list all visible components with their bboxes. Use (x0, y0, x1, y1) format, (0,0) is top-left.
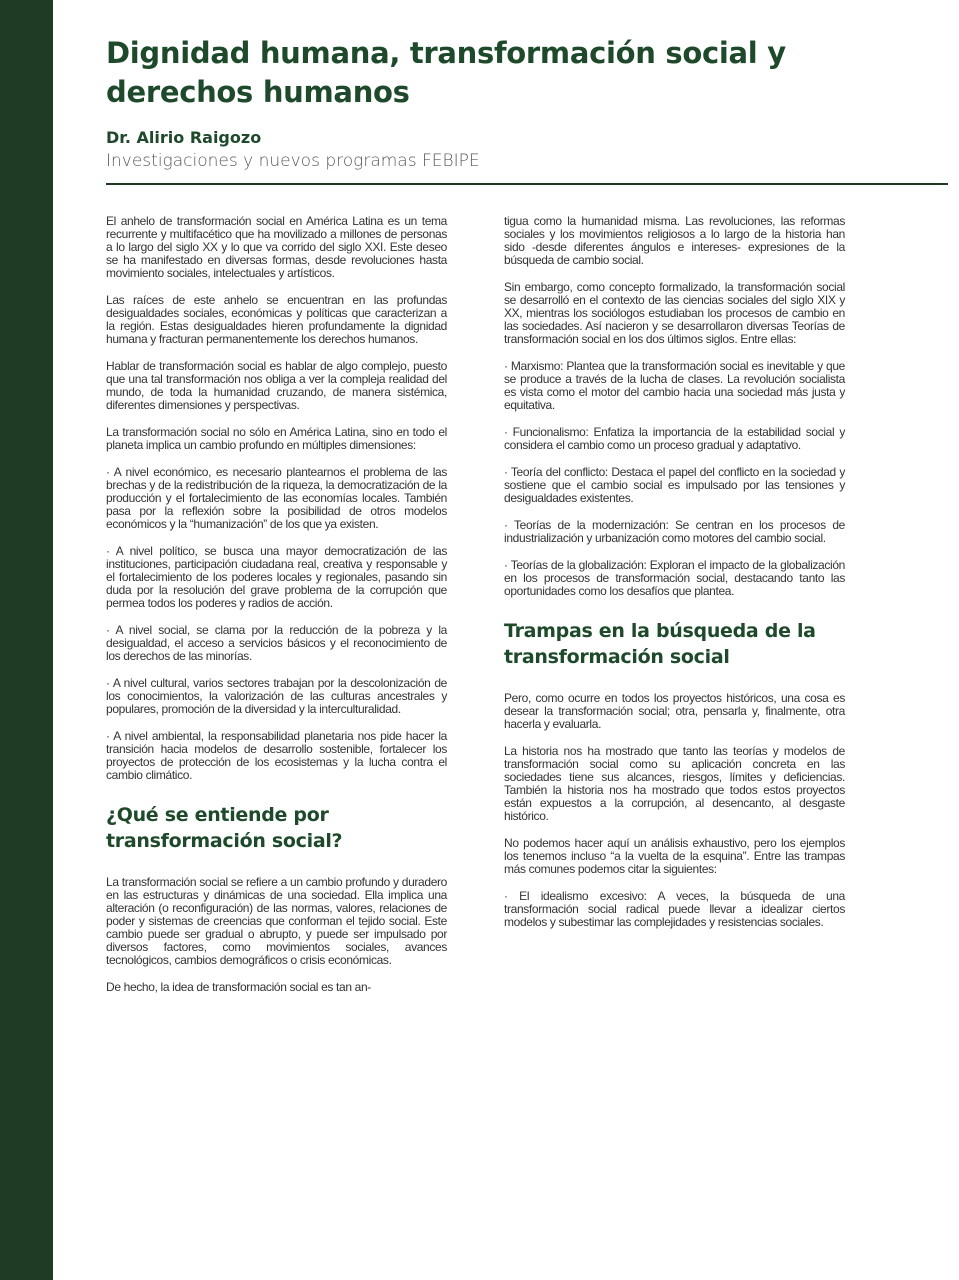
paragraph: tigua como la humanidad misma. Las revoluciones, las reformas sociales y los movimientos religiosos a lo largo de la historia han sido -desde diferentes ángulos e intereses- expresiones de la búsqueda de cambio social. (504, 214, 845, 267)
author-name: Dr. Alirio Raigozo (106, 128, 262, 147)
right-column (504, 215, 845, 943)
bullet-paragraph: · Teoría del conflicto: Destaca el papel del conflicto en la sociedad y sostiene que el cambio social es impulsado por las tensiones y desigualdades existentes. (504, 465, 845, 505)
section-heading: Trampas en la búsqueda de la transformación social (504, 620, 816, 668)
left-column (106, 215, 447, 1008)
paragraph: Sin embargo, como concepto formalizado, la transformación social se desarrolló en el contexto de las ciencias sociales del siglo XIX y XX, mientras los sociólogos estudiaban los procesos de cambio en las sociedades. Así nacieron y se desarrollaron diversas Teorías de transformación social en los dos últimos siglos. Entre ellas: (504, 280, 845, 346)
bullet-paragraph: · A nivel social, se clama por la reducción de la pobreza y la desigualdad, el acceso a servicios básicos y el reconocimiento de los derechos de las minorías. (106, 623, 447, 663)
bullet-paragraph: · A nivel político, se busca una mayor democratización de las instituciones, participación ciudadana real, creativa y responsable y el fortalecimiento de los poderes locales y regionales, pasando sin duda por la resolución del grave problema de la corrupción que permea todos los poderes y radios de acción. (106, 544, 447, 610)
article-title: Dignidad humana, transformación social y derechos humanos (106, 36, 786, 109)
bullet-paragraph: · Marxismo: Plantea que la transformación social es inevitable y que se produce a través de la lucha de clases. La revolución socialista es vista como el motor del cambio hacia una sociedad más justa y equitativa. (504, 359, 845, 412)
header-divider (106, 183, 948, 185)
bullet-paragraph: · A nivel económico, es necesario plantearnos el problema de las brechas y de la redistribución de la riqueza, la democratización de la producción y el fortalecimiento de las economías locales. También pasa por la reflexión sobre la posibilidad de otros modelos económicos y la “humanización” de los que ya existen. (106, 465, 447, 531)
bullet-paragraph: · A nivel cultural, varios sectores trabajan por la descolonización de los conocimientos, la valorización de las culturas ancestrales y populares, promoción de la diversidad y la interculturalidad. (106, 676, 447, 716)
bullet-paragraph: · Teorías de la globalización: Exploran el impacto de la globalización en los procesos de transformación social, destacando tanto las oportunidades como los desafíos que plantea. (504, 558, 845, 598)
section-heading: ¿Qué se entiende por transformación social? (106, 804, 343, 852)
side-bar (0, 0, 53, 1280)
paragraph: Hablar de transformación social es hablar de algo complejo, puesto que una tal transformación nos obliga a ver la compleja realidad del mundo, de toda la humanidad cruzando, de manera sistémica, diferentes dimensiones y perspectivas. (106, 359, 447, 412)
paragraph: La transformación social no sólo en América Latina, sino en todo el planeta implica un cambio profundo en múltiples dimensiones: (106, 425, 447, 452)
paragraph: No podemos hacer aquí un análisis exhaustivo, pero los ejemplos los tenemos incluso “a la vuelta de la esquina”. Entre las trampas más comunes podemos citar la siguientes: (504, 836, 845, 876)
bullet-paragraph: · Teorías de la modernización: Se centran en los procesos de industrialización y urbanización como motores del cambio social. (504, 518, 845, 545)
paragraph: De hecho, la idea de transformación social es tan an- (106, 980, 371, 994)
paragraph: La historia nos ha mostrado que tanto las teorías y modelos de transformación social como su aplicación concreta en las sociedades tiene sus alcances, riesgos, límites y deficiencias. También la historia nos ha mostrado que todos estos proyectos están expuestos a la corrupción, al desencanto, al desgaste histórico. (504, 744, 845, 823)
paragraph: Pero, como ocurre en todos los proyectos históricos, una cosa es desear la transformación social; otra, pensarla y, finalmente, otra hacerla y evaluarla. (504, 691, 845, 731)
bullet-paragraph: · El idealismo excesivo: A veces, la búsqueda de una transformación social radical puede llevar a idealizar ciertos modelos y subestimar las complejidades y resistencias sociales. (504, 889, 845, 929)
paragraph: Las raíces de este anhelo se encuentran en las profundas desigualdades sociales, económicas y políticas que caracterizan a la región. Estas desigualdades hieren profundamente la dignidad humana y fracturan permanentemente los derechos humanos. (106, 293, 447, 346)
bullet-paragraph: · A nivel ambiental, la responsabilidad planetaria nos pide hacer la transición hacia modelos de desarrollo sostenible, fortalecer los proyectos de protección de los ecosistemas y la lucha contra el cambio climático. (106, 729, 447, 782)
paragraph: La transformación social se refiere a un cambio profundo y duradero en las estructuras y dinámicas de una sociedad. Ella implica una alteración (o reconfiguración) de las normas, valores, relaciones de poder y sistemas de creencias que conforman el tejido social. Este cambio puede ser gradual o abrupto, y puede ser impulsado por diversos factores, como movimientos sociales, avances tecnológicos, cambios demográficos o crisis económicas. (106, 875, 447, 967)
paragraph: El anhelo de transformación social en América Latina es un tema recurrente y multifacético que ha movilizado a millones de personas a lo largo del siglo XX y lo que va corrido del siglo XXI. Este deseo se ha manifestado en diversas formas, desde revoluciones hasta movimiento sociales, intelectuales y artísticos. (106, 214, 447, 280)
bullet-paragraph: · Funcionalismo: Enfatiza la importancia de la estabilidad social y considera el cambio como un proceso gradual y adaptativo. (504, 425, 845, 452)
author-affiliation: Investigaciones y nuevos programas FEBIPE (106, 151, 480, 171)
